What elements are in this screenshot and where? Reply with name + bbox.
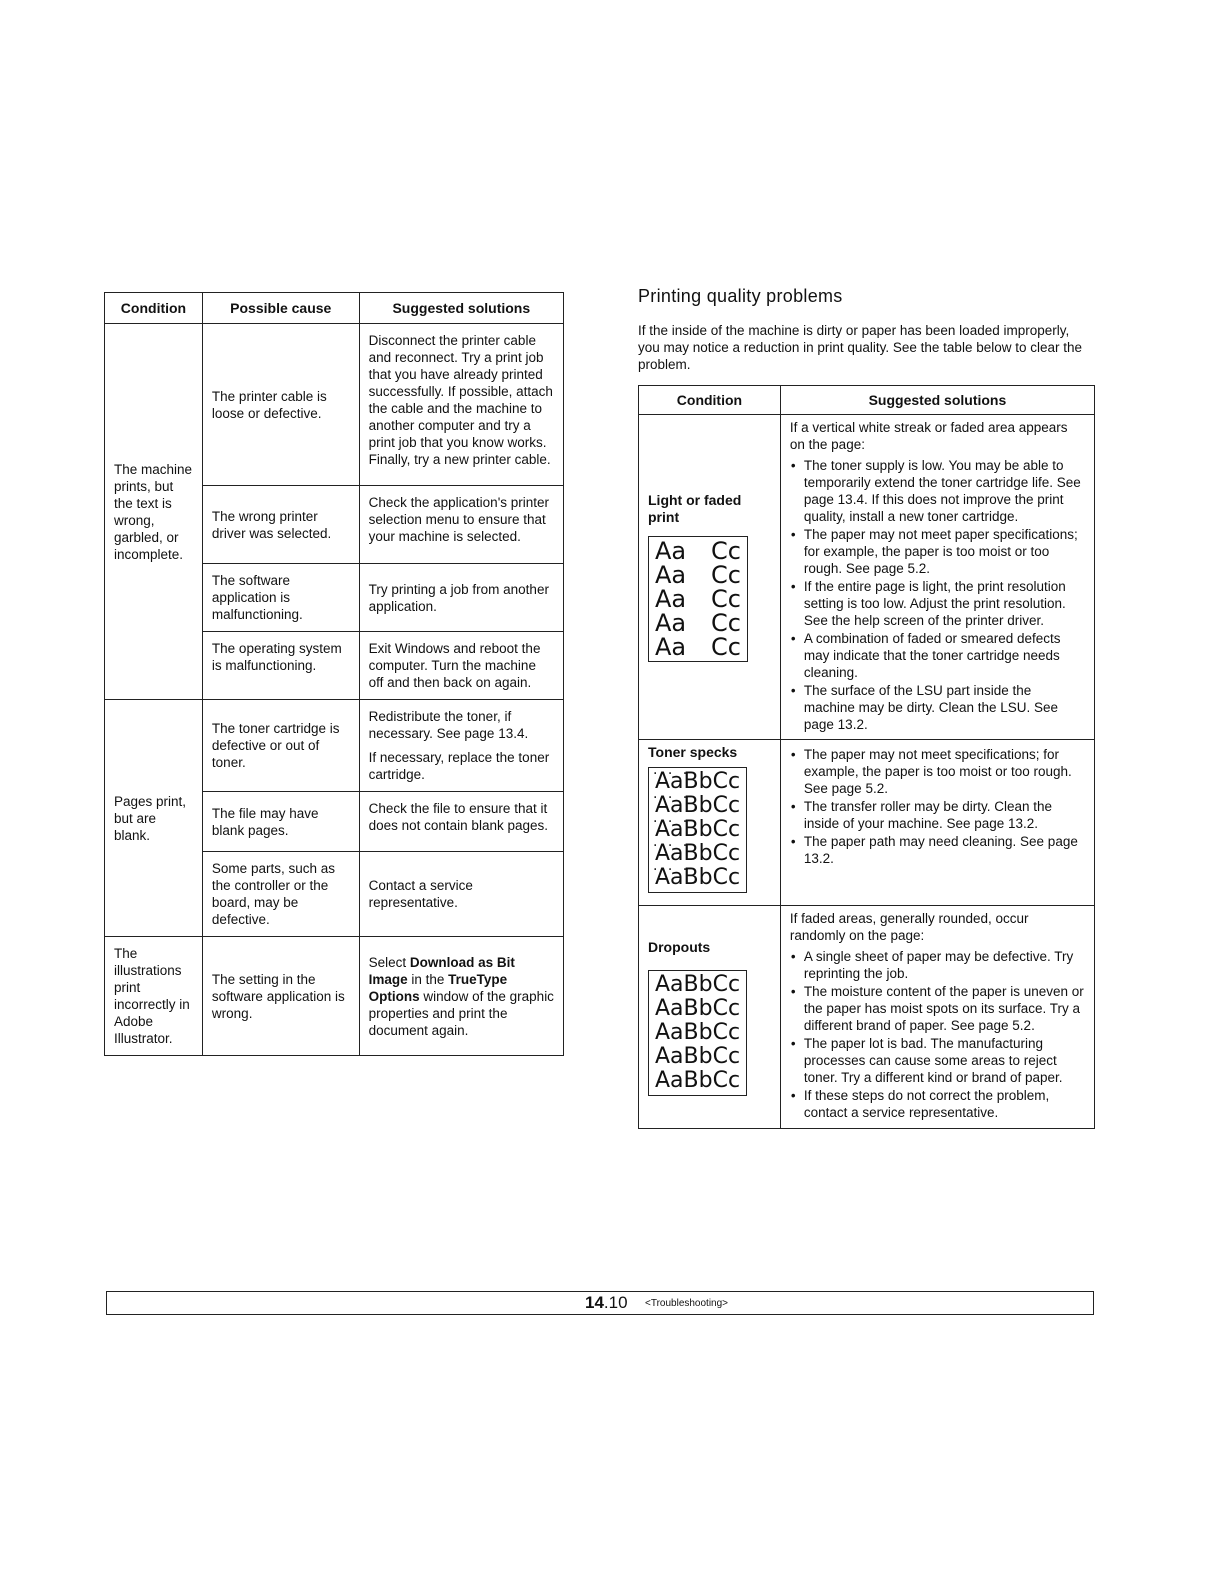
condition-label: Toner specks: [648, 744, 738, 760]
sample-text: Cc: [711, 561, 741, 589]
solution-cell: [780, 740, 1094, 906]
sample-text: AaBbCc: [655, 1019, 741, 1045]
header-suggested-solutions: Suggested solutions: [359, 293, 563, 324]
solution-text-part: window of the graphic properties and print the document again.: [368, 988, 554, 1038]
page-sub: .10: [603, 1293, 628, 1312]
list-item: • If the entire page is light, the print resolution setting is too low. Adjust the print resolution. See the help screen of the printer driver.: [790, 578, 1085, 629]
solution-text: Check the file to ensure that it does not contain blank pages.: [368, 801, 548, 833]
solution-cell: [359, 486, 563, 564]
condition-cell: [105, 700, 203, 937]
solution-cell: [780, 906, 1094, 1129]
condition-text: The illustrations print incorrectly in Adobe Illustrator.: [114, 946, 190, 1046]
solution-cell: [359, 792, 563, 852]
solution-lead: If faded areas, generally rounded, occur randomly on the page:: [789, 911, 1029, 943]
solution-text: [360, 946, 563, 1047]
solution-text-part: Select: [368, 954, 410, 970]
list-item: • The toner supply is low. You may be able to temporarily extend the toner cartridge life. See page 13.4. If this does not improve the print quality, install a new toner cartridge.: [790, 457, 1085, 525]
sample-text: AaBbCc: [655, 995, 741, 1021]
cause-text: The software application is malfunctioning.: [211, 573, 303, 622]
cause-cell: [202, 486, 359, 564]
sample-text: Cc: [711, 585, 741, 613]
condition-cell: [105, 324, 203, 700]
sample-text: AaBbCc: [655, 971, 741, 997]
table-header-row: [105, 293, 564, 324]
header-suggested-solutions: Suggested solutions: [780, 386, 1094, 415]
cause-text: Some parts, such as the controller or the board, may be defective.: [211, 861, 335, 927]
condition-label: Dropouts: [648, 938, 711, 955]
solution-lead: If a vertical white streak or faded area appears on the page:: [789, 420, 1068, 452]
section-title: Printing quality problems: [638, 286, 843, 306]
sample-text: Cc: [711, 609, 741, 637]
cause-text: The file may have blank pages.: [211, 805, 319, 838]
cause-cell: [202, 564, 359, 632]
cause-cell: [202, 324, 359, 486]
list-item: • The paper path may need cleaning. See page 13.2.: [790, 833, 1085, 867]
cause-text: The wrong printer driver was selected.: [211, 508, 332, 541]
solution-window-name: TrueType Options: [368, 971, 508, 1004]
solution-text: Exit Windows and reboot the computer. Turn the machine off and then back on again.: [368, 641, 541, 690]
condition-cell: [105, 937, 203, 1056]
sample-text: AaBbCc: [655, 1043, 741, 1069]
table-row: [105, 324, 564, 486]
table-row: [639, 906, 1095, 1129]
list-item: • The paper may not meet paper specifications; for example, the paper is too moist or too rough. See page 5.2.: [790, 526, 1085, 577]
dropouts-sample: [648, 970, 747, 1096]
page-chapter: 14: [585, 1293, 604, 1312]
list-item: • The transfer roller may be dirty. Clean the inside of your machine. See page 13.2.: [790, 798, 1085, 832]
condition-cell: [639, 906, 781, 1129]
sample-text: Cc: [711, 633, 741, 661]
troubleshooting-table: [104, 292, 564, 1056]
solution-cell: [359, 937, 563, 1056]
footer-section-name: <Troubleshooting>: [645, 1298, 729, 1309]
print-quality-table: [638, 385, 1095, 1129]
sample-text: AaBbCc · · ·: [655, 794, 740, 818]
cause-text: The printer cable is loose or defective.: [211, 388, 327, 421]
cause-cell: [202, 792, 359, 852]
solution-option-name: Download as Bit Image: [368, 954, 515, 987]
list-item: • If these steps do not correct the problem, contact a service representative.: [790, 1087, 1085, 1121]
sample-text: AaBbCc: [655, 1067, 741, 1093]
solution-list: [790, 948, 1085, 1121]
sample-text: Aa: [655, 537, 687, 565]
table-row: [639, 740, 1095, 906]
table-row: [105, 937, 564, 1056]
table-row: [639, 415, 1095, 740]
page-number: [585, 1292, 628, 1314]
solution-cell: [359, 324, 563, 486]
table-row: [105, 700, 564, 792]
solution-cell: [359, 852, 563, 937]
solution-text: Try printing a job from another application.: [368, 581, 549, 614]
condition-text: Pages print, but are blank.: [114, 793, 187, 843]
cause-text: The operating system is malfunctioning.: [211, 641, 342, 673]
list-item: • The paper lot is bad. The manufacturing processes can cause some areas to reject toner. Try a different kind or brand of paper.: [790, 1035, 1085, 1086]
solution-cell: [780, 415, 1094, 740]
condition-text: The machine prints, but the text is wrong, garbled, or incomplete.: [114, 461, 193, 562]
cause-cell: [202, 852, 359, 937]
solution-cell: [359, 564, 563, 632]
cause-cell: [202, 632, 359, 700]
header-condition: Condition: [105, 293, 203, 324]
cause-cell: [202, 700, 359, 792]
header-condition: Condition: [639, 386, 781, 415]
condition-cell: [639, 740, 781, 906]
solution-list: [790, 457, 1085, 733]
faded-print-sample: [648, 536, 748, 662]
solution-text: Redistribute the toner, if necessary. See page 13.4.: [368, 709, 529, 741]
list-item: • A combination of faded or smeared defects may indicate that the toner cartridge needs cleaning.: [790, 630, 1085, 681]
page-footer: [106, 1291, 1094, 1315]
sample-text: AaBbCc · · ·: [655, 866, 740, 890]
solution-text-part: in the: [407, 971, 449, 987]
sample-text: AaBbCc · · ·: [655, 842, 740, 866]
condition-label: Light or faded print: [648, 492, 742, 525]
section-intro: If the inside of the machine is dirty or paper has been loaded improperly, you may notice a reduction in print quality. See the table below to clear the problem.: [638, 323, 1083, 372]
solution-text: Contact a service representative.: [368, 878, 473, 910]
sample-text: AaBbCc · · ·: [655, 770, 740, 794]
header-possible-cause: Possible cause: [202, 293, 359, 324]
sample-text: Cc: [711, 537, 741, 565]
sample-text: AaBbCc · · ·: [655, 818, 740, 842]
sample-text: Aa: [655, 633, 687, 661]
solution-list: [790, 746, 1085, 867]
toner-specks-sample: [648, 767, 747, 893]
solution-text: Check the application's printer selection menu to ensure that your machine is selected.: [368, 495, 550, 544]
solution-cell: [359, 632, 563, 700]
condition-cell: [639, 415, 781, 740]
sample-text: Aa: [655, 561, 687, 589]
table-header-row: [639, 386, 1095, 415]
list-item: • The surface of the LSU part inside the machine may be dirty. Clean the LSU. See page 13.2.: [790, 682, 1085, 733]
solution-text: Disconnect the printer cable and reconnect. Try a print job that you have already printed successfully. If possible, attach the cable and the machine to another computer and try a print job that you know works. Finally, try a new printer cable.: [368, 333, 553, 467]
solution-text: If necessary, replace the toner cartridge.: [368, 750, 550, 782]
sample-text: Aa: [655, 585, 687, 613]
solution-cell: [359, 700, 563, 792]
sample-text: Aa: [655, 609, 687, 637]
cause-text: The toner cartridge is defective or out of toner.: [211, 721, 340, 770]
list-item: • A single sheet of paper may be defective. Try reprinting the job.: [790, 948, 1085, 982]
cause-cell: [202, 937, 359, 1056]
list-item: • The paper may not meet specifications; for example, the paper is too moist or too rough. See page 5.2.: [790, 746, 1085, 797]
cause-text: The setting in the software application is wrong.: [211, 971, 345, 1021]
list-item: • The moisture content of the paper is uneven or the paper has moist spots on its surface. Try a different brand of paper. See page 5.2.: [790, 983, 1085, 1034]
